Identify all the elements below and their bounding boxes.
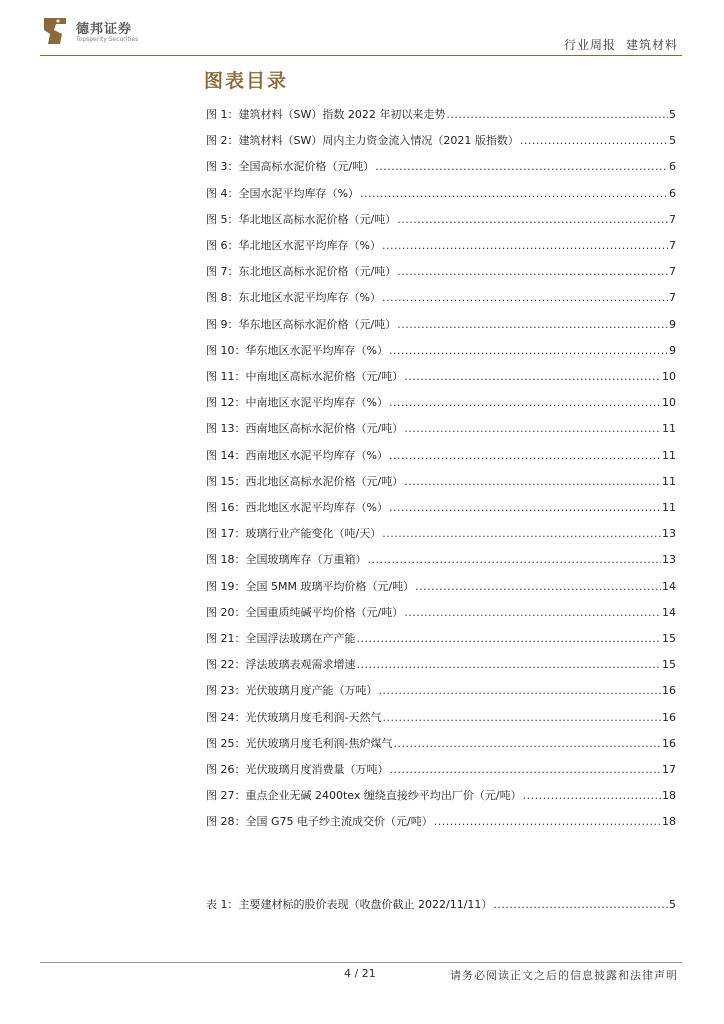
figure-entry[interactable] (206, 656, 676, 674)
figure-entry-page: 10 (662, 396, 676, 410)
footer-disclaimer: 请务必阅读正文之后的信息披露和法律声明 (450, 969, 678, 982)
brand-name: 德邦证券 (76, 22, 133, 37)
figure-entry-label: 图 20：全国重质纯碱平均价格（元/吨） (206, 605, 404, 619)
figure-entry-label: 图 8：东北地区水泥平均库存（%） (206, 291, 381, 305)
figure-entry-label: 图 24：光伏玻璃月度毛利润-天然气 (206, 710, 382, 724)
figure-entry[interactable] (206, 682, 676, 700)
figure-entry-page: 11 (662, 422, 676, 436)
figure-entry-page: 11 (662, 501, 676, 514)
leader-dots (379, 684, 662, 697)
figure-entry[interactable] (206, 787, 676, 805)
figure-entry[interactable] (206, 132, 676, 150)
figure-entry[interactable] (206, 316, 676, 334)
figure-entry[interactable] (206, 551, 676, 569)
leader-dots (397, 318, 668, 331)
figure-entry[interactable] (206, 447, 676, 465)
leader-dots (382, 291, 668, 304)
figure-entry-page: 11 (662, 448, 676, 462)
figure-entry[interactable] (206, 735, 676, 753)
leader-dots (493, 898, 668, 911)
figure-entry-label: 图 5：华北地区高标水泥价格（元/吨） (206, 212, 397, 226)
figure-entry-page: 17 (662, 763, 676, 776)
figure-entry[interactable] (206, 578, 676, 596)
page-number: 4 / 21 (344, 967, 376, 980)
figure-entry[interactable] (206, 185, 676, 203)
header-rule (40, 55, 682, 56)
figure-entry[interactable] (206, 473, 676, 491)
leader-dots (404, 606, 661, 619)
figure-entry-page: 18 (662, 815, 676, 829)
leader-dots (357, 658, 662, 671)
figure-entry[interactable] (206, 813, 676, 831)
figure-entry-label: 图 2：建筑材料（SW）周内主力资金流入情况（2021 版指数） (206, 134, 519, 148)
leader-dots (520, 134, 668, 147)
leader-dots (404, 370, 661, 383)
figure-entry-page: 6 (669, 186, 676, 200)
figure-entry-page: 15 (662, 632, 676, 645)
table-entry-page: 5 (669, 898, 676, 911)
figure-entry[interactable] (206, 499, 676, 517)
leader-dots (390, 763, 662, 776)
figure-entry-page: 7 (669, 291, 676, 305)
leader-dots (389, 344, 668, 357)
figure-entry-page: 7 (669, 265, 676, 279)
figure-entry-page: 10 (662, 370, 676, 383)
table-entry[interactable] (206, 896, 676, 914)
figure-entry-label: 图 13：西南地区高标水泥价格（元/吨） (206, 422, 404, 436)
figure-entry-label: 图 1：建筑材料（SW）指数 2022 年初以来走势 (206, 108, 446, 121)
industry-name: 建筑材料 (625, 38, 678, 52)
figure-entry-page: 11 (662, 474, 676, 488)
figure-entry-page: 9 (669, 343, 676, 357)
figure-entry-page: 5 (669, 134, 676, 148)
figure-entry-label: 图 18：全国玻璃库存（万重箱） (206, 553, 367, 567)
figure-entry-label: 图 7：东北地区高标水泥价格（元/吨） (206, 265, 397, 279)
figure-entry[interactable] (206, 106, 676, 124)
figure-entry[interactable] (206, 761, 676, 779)
figure-entry[interactable] (206, 420, 676, 438)
leader-dots (434, 815, 661, 828)
leader-dots (389, 396, 661, 409)
figure-entry-label: 图 25：光伏玻璃月度毛利润-焦炉煤气 (206, 736, 393, 750)
figure-entry-label: 图 21：全国浮法玻璃在产产能 (206, 632, 356, 645)
figure-entry-label: 图 11：中南地区高标水泥价格（元/吨） (206, 370, 404, 383)
figure-entry[interactable] (206, 289, 676, 307)
company-logo (40, 14, 160, 48)
leader-dots (389, 449, 661, 462)
figure-entry-page: 14 (662, 605, 676, 619)
figure-entry-label: 图 17：玻璃行业产能变化（吨/天） (206, 527, 382, 541)
figure-entry[interactable] (206, 604, 676, 622)
dragon-logo-icon (40, 14, 70, 48)
leader-dots (393, 737, 661, 750)
figure-entry-label: 图 4：全国水泥平均库存（%） (206, 186, 359, 200)
brand-name-en: Topsperity Securities (76, 36, 139, 43)
figure-entry-label: 图 3：全国高标水泥价格（元/吨） (206, 160, 375, 174)
figure-entry-page: 14 (662, 579, 676, 593)
figure-entry-label: 图 23：光伏玻璃月度产能（万吨） (206, 684, 378, 698)
figure-entry-label: 图 14：西南地区水泥平均库存（%） (206, 448, 388, 462)
leader-dots (382, 527, 661, 540)
figure-entry[interactable] (206, 158, 676, 176)
figure-entry[interactable] (206, 394, 676, 412)
figure-entry-label: 图 12：中南地区水泥平均库存（%） (206, 396, 388, 410)
report-category (554, 36, 678, 53)
figure-entry[interactable] (206, 237, 676, 255)
figure-entry-label: 图 26：光伏玻璃月度消费量（万吨） (206, 763, 389, 776)
figure-entry-page: 15 (662, 658, 676, 672)
figure-entry[interactable] (206, 342, 676, 360)
figure-entry-page: 13 (662, 527, 676, 541)
figure-entry-page: 16 (662, 736, 676, 750)
toc-title: 图表目录 (204, 70, 289, 92)
leader-dots (368, 553, 662, 566)
leader-dots (404, 475, 661, 488)
report-type: 行业周报 (563, 38, 616, 52)
figure-entry-label: 图 27：重点企业无碱 2400tex 缠绕直接纱平均出厂价（元/吨） (206, 789, 522, 803)
leader-dots (375, 160, 668, 173)
figure-entry[interactable] (206, 368, 676, 386)
figure-entry-page: 16 (662, 710, 676, 724)
figure-entry-page: 6 (669, 160, 676, 174)
leader-dots (389, 501, 661, 514)
figure-entry[interactable] (206, 630, 676, 648)
leader-dots (382, 239, 668, 252)
figure-entry[interactable] (206, 211, 676, 229)
figure-entry-label: 图 22：浮法玻璃表观需求增速 (206, 658, 356, 672)
leader-dots (523, 789, 661, 802)
figure-entry-label: 图 19：全国 5MM 玻璃平均价格（元/吨） (206, 579, 415, 593)
figure-entry-page: 16 (662, 684, 676, 698)
figure-entry[interactable] (206, 709, 676, 727)
figure-entry-page: 13 (662, 553, 676, 567)
figure-entry-label: 图 6：华北地区水泥平均库存（%） (206, 239, 381, 252)
page-header (0, 0, 724, 58)
figure-entry[interactable] (206, 263, 676, 281)
table-entry-label: 表 1：主要建材标的股价表现（收盘价截止 2022/11/11） (206, 898, 493, 911)
figure-entry-label: 图 28：全国 G75 电子纱主流成交价（元/吨） (206, 815, 433, 829)
figure-entry-page: 7 (669, 239, 676, 252)
figure-entry-page: 5 (669, 108, 676, 121)
leader-dots (382, 711, 661, 724)
leader-dots (404, 422, 661, 435)
figure-entry[interactable] (206, 525, 676, 543)
footer-rule (40, 962, 682, 963)
leader-dots (415, 580, 661, 593)
figure-entry-label: 图 16：西北地区水泥平均库存（%） (206, 501, 388, 514)
figure-entry-label: 图 10：华东地区水泥平均库存（%） (206, 343, 388, 357)
figure-entry-label: 图 9：华东地区高标水泥价格（元/吨） (206, 317, 397, 331)
leader-dots (360, 187, 668, 200)
figure-entry-page: 18 (662, 789, 676, 803)
leader-dots (446, 108, 668, 121)
leader-dots (397, 265, 668, 278)
leader-dots (357, 632, 662, 645)
figure-entry-page: 7 (669, 212, 676, 226)
figure-entry-label: 图 15：西北地区高标水泥价格（元/吨） (206, 474, 404, 488)
leader-dots (397, 213, 668, 226)
figure-entry-page: 9 (669, 317, 676, 331)
